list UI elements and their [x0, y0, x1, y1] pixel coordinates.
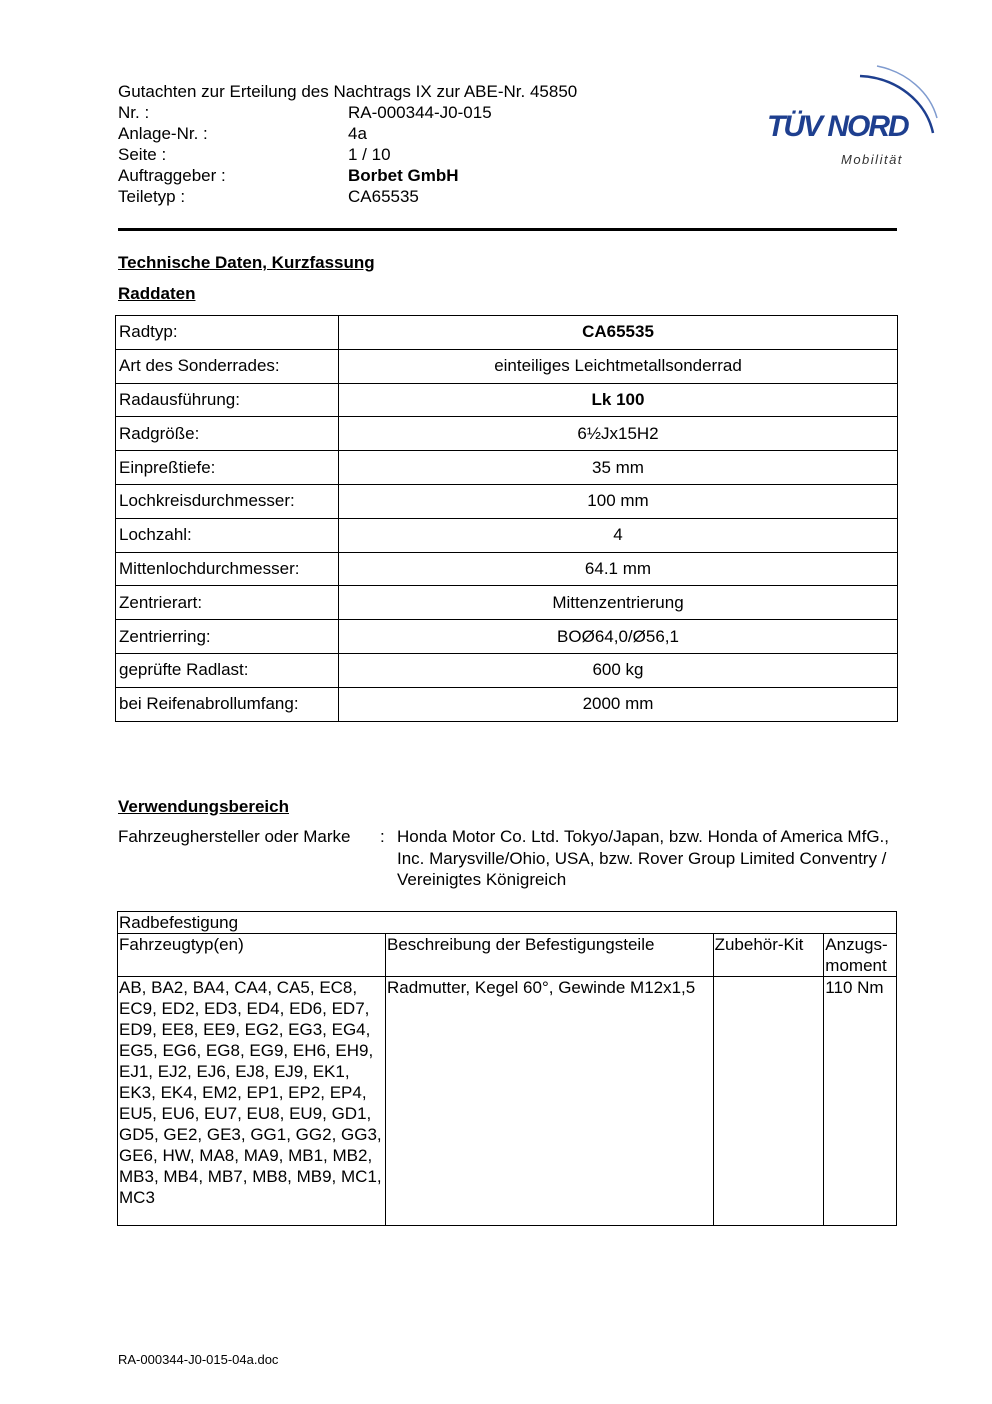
verwendung-label: Fahrzeughersteller oder Marke	[118, 827, 351, 846]
section-verwendungsbereich: Verwendungsbereich	[118, 797, 289, 816]
cell-fahrzeugtypen: AB, BA2, BA4, CA4, CA5, EC8, EC9, ED2, ED3, ED4, ED6, ED7, ED9, EE8, EE9, EG2, EG3, EG4, EG5, EG6, EG8, EG9, EH6, EH9, EJ1, EJ2, EJ6, EJ8, EJ9, EK1, EK3, EK4, EM2, EP1, EP2, EP4, EU5, EU6, EU7, EU8, EU9, GD1, GD5, GE2, GE3, GG1, GG2, GG3, GE6, HW, MA8, MA9, MB1, MB2, MB3, MB4, MB7, MB8, MB9, MC1, MC3	[118, 977, 386, 1226]
row-value: Mittenzentrierung	[339, 586, 898, 620]
header-divider	[118, 228, 897, 231]
table-title: Radbefestigung	[118, 912, 897, 934]
header-row-teiletyp	[118, 186, 577, 207]
table-row	[116, 653, 898, 687]
row-value: 2000 mm	[339, 687, 898, 721]
row-label: Zentrierart:	[116, 586, 339, 620]
verwendung-separator: :	[380, 827, 385, 846]
column-header: Zubehör-Kit	[713, 934, 824, 977]
row-label: Zentrierring:	[116, 620, 339, 654]
verwendung-block	[118, 826, 897, 891]
header-row-nr	[118, 102, 577, 123]
table-title-row	[118, 912, 897, 934]
row-label: Radgröße:	[116, 417, 339, 451]
header-row-seite	[118, 144, 577, 165]
table-row	[116, 349, 898, 383]
section-technische-daten: Technische Daten, Kurzfassung	[118, 253, 375, 272]
header-value: 4a	[348, 124, 367, 143]
logo-subtitle: Mobilität	[841, 152, 903, 167]
row-value: 6½Jx15H2	[339, 417, 898, 451]
column-header: Fahrzeugtyp(en)	[118, 934, 386, 977]
header-label: Anlage-Nr. :	[118, 124, 208, 143]
row-label: Mittenlochdurchmesser:	[116, 552, 339, 586]
column-header: Beschreibung der Befestigungsteile	[385, 934, 713, 977]
header-value: CA65535	[348, 187, 419, 206]
verwendung-text: Honda Motor Co. Ltd. Tokyo/Japan, bzw. Honda of America MfG., Inc. Marysville/Ohio, USA, bzw. Rover Group Limited Conventry / Vereinigtes Königreich	[397, 827, 889, 889]
row-label: Lochzahl:	[116, 518, 339, 552]
row-value: 600 kg	[339, 653, 898, 687]
table-row	[118, 977, 897, 1226]
row-label: Radausführung:	[116, 383, 339, 417]
table-row	[116, 451, 898, 485]
header-value: 1 / 10	[348, 145, 391, 164]
cell-beschreibung: Radmutter, Kegel 60°, Gewinde M12x1,5	[385, 977, 713, 1226]
table-row	[116, 484, 898, 518]
header-value: RA-000344-J0-015	[348, 103, 492, 122]
column-header: Anzugs-moment	[824, 934, 897, 977]
header-row-auftraggeber	[118, 165, 577, 186]
table-row	[116, 687, 898, 721]
row-value: 64.1 mm	[339, 552, 898, 586]
row-value: 35 mm	[339, 451, 898, 485]
cell-anzugsmoment: 110 Nm	[824, 977, 897, 1226]
row-value: Lk 100	[339, 383, 898, 417]
document-header	[118, 81, 577, 207]
header-label: Auftraggeber :	[118, 166, 226, 185]
row-label: geprüfte Radlast:	[116, 653, 339, 687]
header-label: Nr. :	[118, 103, 150, 122]
table-row	[116, 518, 898, 552]
table-row	[116, 586, 898, 620]
row-label: Einpreßtiefe:	[116, 451, 339, 485]
section-raddaten: Raddaten	[118, 284, 196, 303]
header-row-anlage	[118, 123, 577, 144]
table-header-row	[118, 934, 897, 977]
row-value: 100 mm	[339, 484, 898, 518]
row-label: bei Reifenabrollumfang:	[116, 687, 339, 721]
table-row	[116, 620, 898, 654]
table-row	[116, 316, 898, 350]
table-row	[116, 552, 898, 586]
row-value: BOØ64,0/Ø56,1	[339, 620, 898, 654]
cell-zubehoer-kit	[713, 977, 824, 1226]
header-label: Seite :	[118, 145, 167, 164]
row-value: einteiliges Leichtmetallsonderrad	[339, 349, 898, 383]
raddaten-table	[115, 315, 898, 722]
row-label: Lochkreisdurchmesser:	[116, 484, 339, 518]
row-value: 4	[339, 518, 898, 552]
table-row	[116, 417, 898, 451]
footer-filename: RA-000344-J0-015-04a.doc	[118, 1352, 279, 1367]
radbefestigung-table	[117, 911, 897, 1226]
logo-name: TÜV NORD	[767, 110, 908, 143]
table-row	[116, 383, 898, 417]
row-label: Art des Sonderrades:	[116, 349, 339, 383]
row-value: CA65535	[339, 316, 898, 350]
tuv-nord-logo	[765, 58, 945, 173]
row-label: Radtyp:	[116, 316, 339, 350]
header-title: Gutachten zur Erteilung des Nachtrags IX zur ABE-Nr. 45850	[118, 82, 578, 101]
header-value: Borbet GmbH	[348, 166, 459, 185]
header-label: Teiletyp :	[118, 187, 186, 206]
